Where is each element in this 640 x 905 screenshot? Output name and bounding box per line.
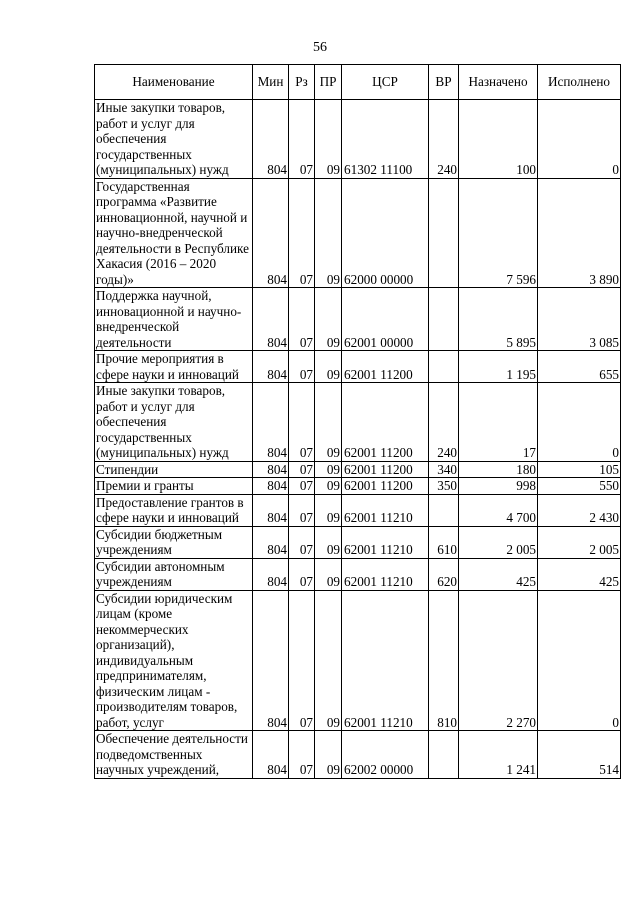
cell-min: 804 bbox=[253, 100, 289, 179]
cell-csr: 62002 00000 bbox=[342, 731, 429, 779]
cell-ispolneno: 514 bbox=[538, 731, 621, 779]
cell-name: Субсидии автономным учреждениям bbox=[95, 558, 253, 590]
table-row bbox=[95, 351, 621, 383]
cell-naznacheno: 5 895 bbox=[459, 288, 538, 351]
table-header-row bbox=[95, 65, 621, 100]
cell-rz: 07 bbox=[289, 100, 315, 179]
cell-rz: 07 bbox=[289, 494, 315, 526]
cell-vr bbox=[429, 288, 459, 351]
cell-pr: 09 bbox=[315, 288, 342, 351]
cell-vr bbox=[429, 731, 459, 779]
cell-min: 804 bbox=[253, 288, 289, 351]
cell-pr: 09 bbox=[315, 526, 342, 558]
header-rz: Рз bbox=[289, 65, 315, 100]
cell-naznacheno: 100 bbox=[459, 100, 538, 179]
cell-naznacheno: 1 195 bbox=[459, 351, 538, 383]
cell-min: 804 bbox=[253, 351, 289, 383]
cell-rz: 07 bbox=[289, 590, 315, 731]
cell-vr: 610 bbox=[429, 526, 459, 558]
table-row bbox=[95, 478, 621, 495]
table-row bbox=[95, 288, 621, 351]
cell-vr bbox=[429, 178, 459, 288]
cell-naznacheno: 180 bbox=[459, 461, 538, 478]
cell-csr: 62001 11210 bbox=[342, 526, 429, 558]
cell-csr: 62001 11210 bbox=[342, 494, 429, 526]
cell-min: 804 bbox=[253, 178, 289, 288]
cell-pr: 09 bbox=[315, 590, 342, 731]
cell-min: 804 bbox=[253, 590, 289, 731]
cell-csr: 62001 11210 bbox=[342, 558, 429, 590]
table-row bbox=[95, 558, 621, 590]
cell-ispolneno: 0 bbox=[538, 590, 621, 731]
header-name: Наименование bbox=[95, 65, 253, 100]
cell-ispolneno: 655 bbox=[538, 351, 621, 383]
cell-pr: 09 bbox=[315, 478, 342, 495]
cell-naznacheno: 998 bbox=[459, 478, 538, 495]
cell-vr: 350 bbox=[429, 478, 459, 495]
cell-name: Предоставление грантов в сфере науки и инноваций bbox=[95, 494, 253, 526]
cell-name: Иные закупки товаров, работ и услуг для обеспечения государственных (муниципальных) нужд bbox=[95, 100, 253, 179]
header-csr: ЦСР bbox=[342, 65, 429, 100]
cell-rz: 07 bbox=[289, 383, 315, 462]
cell-vr: 620 bbox=[429, 558, 459, 590]
cell-ispolneno: 105 bbox=[538, 461, 621, 478]
cell-csr: 62001 11200 bbox=[342, 351, 429, 383]
cell-ispolneno: 550 bbox=[538, 478, 621, 495]
cell-min: 804 bbox=[253, 731, 289, 779]
table-row bbox=[95, 100, 621, 179]
cell-name: Премии и гранты bbox=[95, 478, 253, 495]
cell-vr: 810 bbox=[429, 590, 459, 731]
budget-table bbox=[94, 64, 621, 779]
cell-naznacheno: 4 700 bbox=[459, 494, 538, 526]
cell-name: Поддержка научной, инновационной и научно-внедренческой деятельности bbox=[95, 288, 253, 351]
table-row bbox=[95, 526, 621, 558]
cell-csr: 62001 11210 bbox=[342, 590, 429, 731]
cell-min: 804 bbox=[253, 383, 289, 462]
cell-min: 804 bbox=[253, 526, 289, 558]
cell-rz: 07 bbox=[289, 178, 315, 288]
cell-ispolneno: 425 bbox=[538, 558, 621, 590]
cell-ispolneno: 2 430 bbox=[538, 494, 621, 526]
header-naznacheno: Назначено bbox=[459, 65, 538, 100]
cell-name: Субсидии юридическим лицам (кроме некоммерческих организаций), индивидуальным предпринимателям, физическим лицам - производителям товаров, работ, услуг bbox=[95, 590, 253, 731]
cell-min: 804 bbox=[253, 478, 289, 495]
cell-name: Обеспечение деятельности подведомственных научных учреждений, bbox=[95, 731, 253, 779]
cell-name: Субсидии бюджетным учреждениям bbox=[95, 526, 253, 558]
cell-pr: 09 bbox=[315, 494, 342, 526]
cell-pr: 09 bbox=[315, 731, 342, 779]
cell-rz: 07 bbox=[289, 288, 315, 351]
cell-name: Прочие мероприятия в сфере науки и инноваций bbox=[95, 351, 253, 383]
cell-csr: 62000 00000 bbox=[342, 178, 429, 288]
cell-vr: 340 bbox=[429, 461, 459, 478]
cell-rz: 07 bbox=[289, 558, 315, 590]
cell-ispolneno: 3 890 bbox=[538, 178, 621, 288]
table-body bbox=[95, 100, 621, 779]
cell-naznacheno: 1 241 bbox=[459, 731, 538, 779]
page-number: 56 bbox=[313, 40, 327, 55]
cell-rz: 07 bbox=[289, 351, 315, 383]
cell-vr bbox=[429, 494, 459, 526]
cell-naznacheno: 7 596 bbox=[459, 178, 538, 288]
cell-csr: 62001 11200 bbox=[342, 383, 429, 462]
cell-naznacheno: 2 270 bbox=[459, 590, 538, 731]
cell-pr: 09 bbox=[315, 558, 342, 590]
header-pr: ПР bbox=[315, 65, 342, 100]
cell-name: Стипендии bbox=[95, 461, 253, 478]
table-row bbox=[95, 590, 621, 731]
cell-min: 804 bbox=[253, 558, 289, 590]
header-vr: ВР bbox=[429, 65, 459, 100]
cell-pr: 09 bbox=[315, 461, 342, 478]
table-row bbox=[95, 494, 621, 526]
cell-csr: 61302 11100 bbox=[342, 100, 429, 179]
cell-pr: 09 bbox=[315, 383, 342, 462]
table-row bbox=[95, 178, 621, 288]
cell-pr: 09 bbox=[315, 178, 342, 288]
header-min: Мин bbox=[253, 65, 289, 100]
cell-naznacheno: 17 bbox=[459, 383, 538, 462]
cell-naznacheno: 425 bbox=[459, 558, 538, 590]
cell-vr bbox=[429, 351, 459, 383]
cell-ispolneno: 0 bbox=[538, 383, 621, 462]
cell-name: Иные закупки товаров, работ и услуг для обеспечения государственных (муниципальных) нужд bbox=[95, 383, 253, 462]
cell-naznacheno: 2 005 bbox=[459, 526, 538, 558]
cell-vr: 240 bbox=[429, 383, 459, 462]
cell-rz: 07 bbox=[289, 526, 315, 558]
cell-csr: 62001 00000 bbox=[342, 288, 429, 351]
cell-rz: 07 bbox=[289, 478, 315, 495]
table-row bbox=[95, 731, 621, 779]
cell-ispolneno: 2 005 bbox=[538, 526, 621, 558]
cell-min: 804 bbox=[253, 494, 289, 526]
table-row bbox=[95, 461, 621, 478]
cell-csr: 62001 11200 bbox=[342, 461, 429, 478]
cell-min: 804 bbox=[253, 461, 289, 478]
cell-rz: 07 bbox=[289, 461, 315, 478]
cell-csr: 62001 11200 bbox=[342, 478, 429, 495]
cell-ispolneno: 0 bbox=[538, 100, 621, 179]
cell-name: Государственная программа «Развитие инновационной, научной и научно-внедренческой деятельности в Республике Хакасия (2016 – 2020 годы)» bbox=[95, 178, 253, 288]
cell-pr: 09 bbox=[315, 351, 342, 383]
cell-pr: 09 bbox=[315, 100, 342, 179]
table-row bbox=[95, 383, 621, 462]
cell-vr: 240 bbox=[429, 100, 459, 179]
cell-ispolneno: 3 085 bbox=[538, 288, 621, 351]
header-ispolneno: Исполнено bbox=[538, 65, 621, 100]
cell-rz: 07 bbox=[289, 731, 315, 779]
